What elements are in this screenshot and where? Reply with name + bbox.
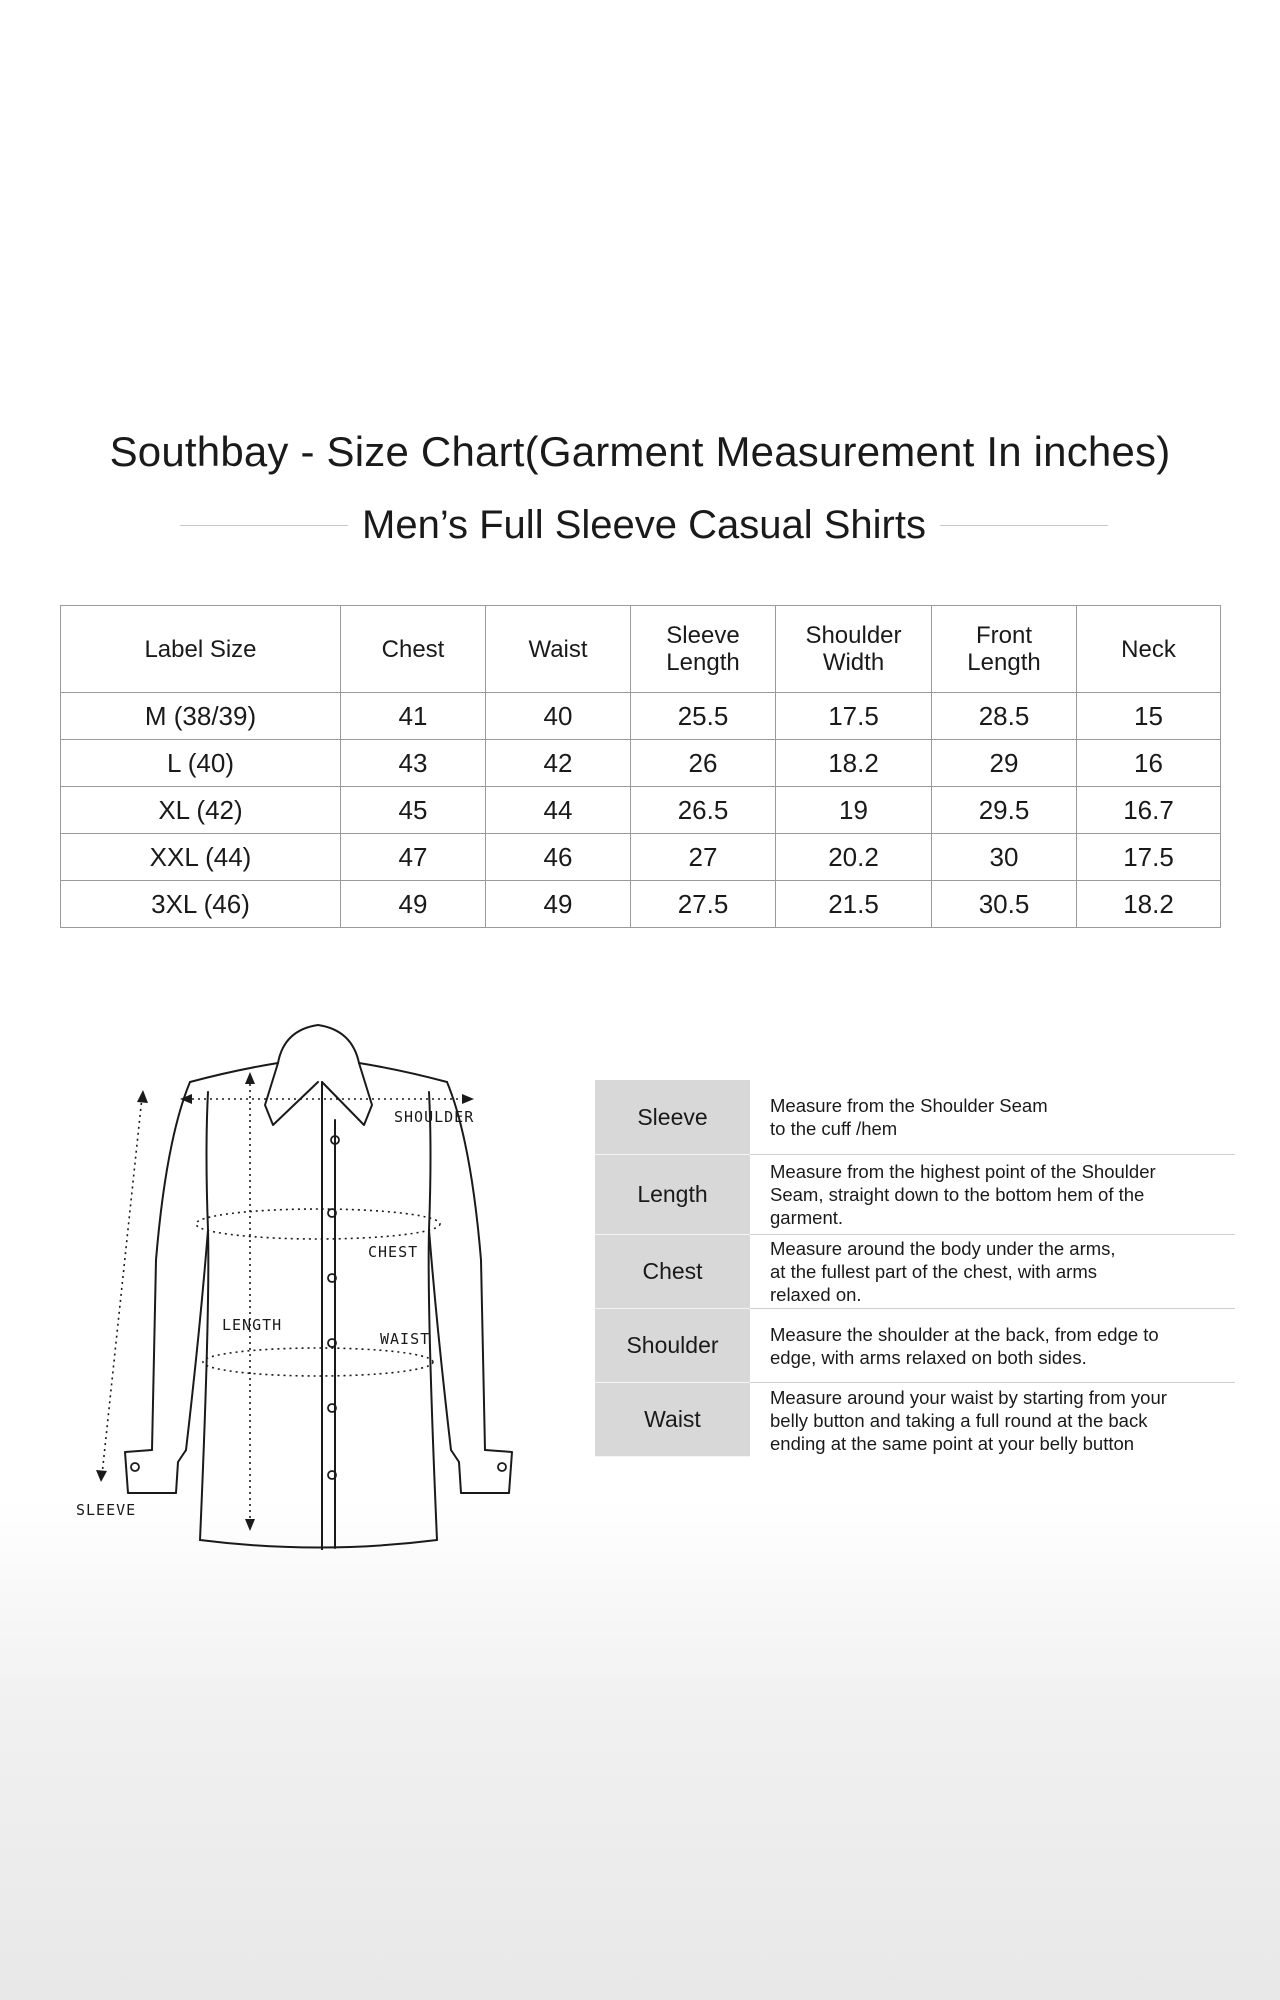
size-table xyxy=(60,605,1221,928)
label-sleeve: SLEEVE xyxy=(76,1501,137,1519)
guide-row-chest xyxy=(595,1235,1235,1309)
cell-neck: 15 xyxy=(1077,693,1221,740)
guide-term: Length xyxy=(595,1155,750,1235)
cell-front-length: 29.5 xyxy=(932,787,1077,834)
label-length: LENGTH xyxy=(222,1316,283,1334)
cell-sleeve-length: 27 xyxy=(631,834,776,881)
table-row xyxy=(61,740,1221,787)
table-row xyxy=(61,834,1221,881)
cell-waist: 40 xyxy=(486,693,631,740)
guide-row-length xyxy=(595,1155,1235,1235)
header-sleeve-length: Sleeve Length xyxy=(631,606,776,693)
cell-shoulder-width: 17.5 xyxy=(776,693,932,740)
cell-shoulder-width: 19 xyxy=(776,787,932,834)
label-shoulder: SHOULDER xyxy=(394,1108,475,1126)
guide-desc-text: Measure around the body under the arms, at the fullest part of the chest, with arms relaxed on. xyxy=(770,1238,1116,1305)
guide-row-sleeve xyxy=(595,1080,1235,1155)
cell-front-length: 30.5 xyxy=(932,881,1077,928)
header-label-size: Label Size xyxy=(61,606,341,693)
guide-desc-text: Measure the shoulder at the back, from edge to edge, with arms relaxed on both sides. xyxy=(770,1323,1159,1368)
measurement-guide xyxy=(595,1080,1235,1457)
header-shoulder-width: Shoulder Width xyxy=(776,606,932,693)
cell-shoulder-width: 18.2 xyxy=(776,740,932,787)
shirt-outline-icon xyxy=(60,1010,560,1550)
guide-desc xyxy=(750,1383,1235,1457)
cell-chest: 45 xyxy=(341,787,486,834)
guide-term: Chest xyxy=(595,1235,750,1309)
cell-label-size: XL (42) xyxy=(61,787,341,834)
subtitle-rule-right xyxy=(940,525,1108,526)
table-header-row xyxy=(61,606,1221,693)
subtitle-rule-left xyxy=(180,525,348,526)
cell-waist: 42 xyxy=(486,740,631,787)
label-waist: WAIST xyxy=(380,1330,431,1348)
label-chest: CHEST xyxy=(368,1243,419,1261)
table-row xyxy=(61,881,1221,928)
cell-sleeve-length: 27.5 xyxy=(631,881,776,928)
guide-desc-text: Measure from the highest point of the Shoulder Seam, straight down to the bottom hem of the garment. xyxy=(770,1161,1156,1228)
cell-label-size: L (40) xyxy=(61,740,341,787)
cell-waist: 44 xyxy=(486,787,631,834)
header-waist: Waist xyxy=(486,606,631,693)
guide-term: Waist xyxy=(595,1383,750,1457)
cell-sleeve-length: 26 xyxy=(631,740,776,787)
cell-label-size: XXL (44) xyxy=(61,834,341,881)
cell-neck: 18.2 xyxy=(1077,881,1221,928)
cell-front-length: 28.5 xyxy=(932,693,1077,740)
guide-desc xyxy=(750,1155,1235,1235)
guide-term: Shoulder xyxy=(595,1309,750,1383)
cell-chest: 41 xyxy=(341,693,486,740)
guide-desc xyxy=(750,1235,1235,1309)
guide-desc-text: Measure from the Shoulder Seam to the cuff /hem xyxy=(770,1095,1048,1139)
page-title: Southbay - Size Chart(Garment Measurement In inches) xyxy=(109,428,1171,475)
cell-chest: 47 xyxy=(341,834,486,881)
guide-term: Sleeve xyxy=(595,1080,750,1155)
table-row xyxy=(61,787,1221,834)
arrow-icons xyxy=(96,1072,474,1531)
guide-desc-text: Measure around your waist by starting from your belly button and taking a full round at the back ending at the same point at your belly button xyxy=(770,1386,1167,1454)
cell-neck: 17.5 xyxy=(1077,834,1221,881)
cell-label-size: 3XL (46) xyxy=(61,881,341,928)
cell-front-length: 30 xyxy=(932,834,1077,881)
guide-row-shoulder xyxy=(595,1309,1235,1383)
shirt-diagram xyxy=(60,1010,560,1550)
header-neck: Neck xyxy=(1077,606,1221,693)
cell-chest: 49 xyxy=(341,881,486,928)
guide-desc xyxy=(750,1309,1235,1383)
table-row xyxy=(61,693,1221,740)
cell-chest: 43 xyxy=(341,740,486,787)
cell-neck: 16 xyxy=(1077,740,1221,787)
cell-shoulder-width: 20.2 xyxy=(776,834,932,881)
cell-front-length: 29 xyxy=(932,740,1077,787)
cell-waist: 49 xyxy=(486,881,631,928)
guide-row-waist xyxy=(595,1383,1235,1457)
header-chest: Chest xyxy=(341,606,486,693)
header-front-length: Front Length xyxy=(932,606,1077,693)
cell-label-size: M (38/39) xyxy=(61,693,341,740)
subtitle-row xyxy=(180,500,1108,550)
cell-waist: 46 xyxy=(486,834,631,881)
cell-sleeve-length: 25.5 xyxy=(631,693,776,740)
cell-sleeve-length: 26.5 xyxy=(631,787,776,834)
cell-shoulder-width: 21.5 xyxy=(776,881,932,928)
cell-neck: 16.7 xyxy=(1077,787,1221,834)
subtitle: Men’s Full Sleeve Casual Shirts xyxy=(362,502,926,547)
button-icons xyxy=(131,1136,506,1479)
guide-desc xyxy=(750,1080,1235,1155)
